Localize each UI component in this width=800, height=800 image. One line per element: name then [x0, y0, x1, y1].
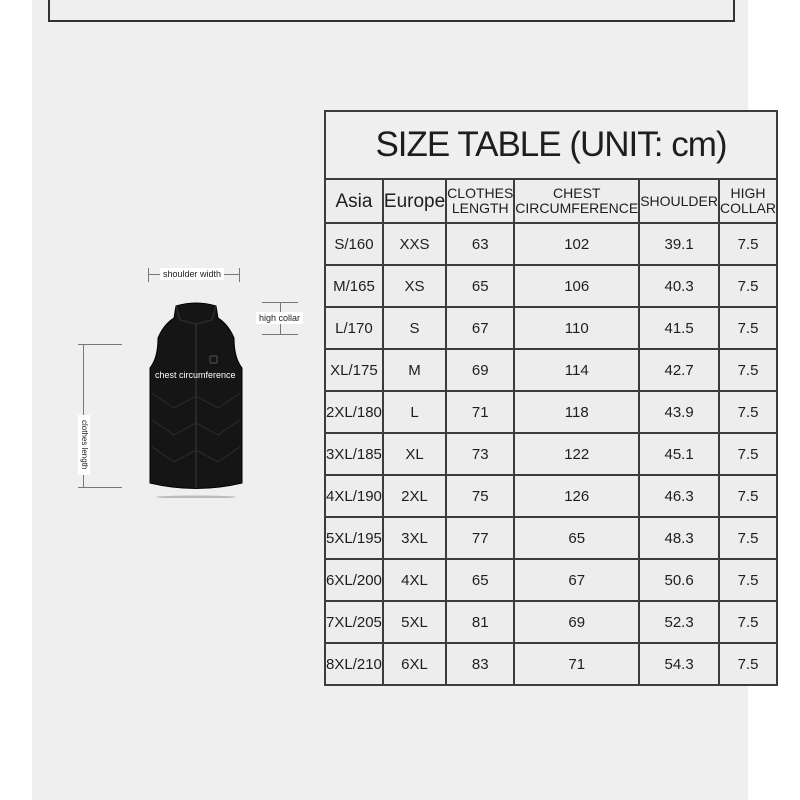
header-text: COLLAR	[719, 200, 777, 216]
table-row	[325, 349, 777, 391]
cell-shoulder: 39.1	[639, 223, 719, 265]
high-collar-label: high collar	[256, 312, 303, 324]
cell-high-collar: 7.5	[719, 349, 777, 391]
cell-europe: XL	[383, 433, 446, 475]
cell-asia: 8XL/210	[325, 643, 383, 685]
cell-europe: 3XL	[383, 517, 446, 559]
cell-high-collar: 7.5	[719, 391, 777, 433]
cell-europe: M	[383, 349, 446, 391]
cell-clothes-length: 77	[446, 517, 514, 559]
cell-clothes-length: 75	[446, 475, 514, 517]
vest-diagram	[70, 260, 310, 520]
cell-shoulder: 43.9	[639, 391, 719, 433]
cell-clothes-length: 81	[446, 601, 514, 643]
cell-asia: M/165	[325, 265, 383, 307]
cell-shoulder: 42.7	[639, 349, 719, 391]
cell-europe: 2XL	[383, 475, 446, 517]
vest-icon	[146, 298, 246, 498]
cell-europe: 5XL	[383, 601, 446, 643]
cell-asia: XL/175	[325, 349, 383, 391]
cell-asia: 4XL/190	[325, 475, 383, 517]
cell-asia: 3XL/185	[325, 433, 383, 475]
table-row	[325, 517, 777, 559]
cell-clothes-length: 73	[446, 433, 514, 475]
header-text: Asia	[335, 190, 373, 212]
header-text: CLOTHES	[447, 185, 514, 201]
table-body	[325, 223, 777, 685]
cell-chest-circumference: 67	[514, 559, 639, 601]
shoulder-width-tick-left	[148, 268, 149, 282]
header-europe	[383, 179, 446, 223]
cell-clothes-length: 83	[446, 643, 514, 685]
cell-chest-circumference: 65	[514, 517, 639, 559]
header-clothes-length	[446, 179, 514, 223]
header-text: LENGTH	[451, 200, 509, 216]
cell-clothes-length: 67	[446, 307, 514, 349]
shoulder-width-tick-right	[239, 268, 240, 282]
table-row	[325, 391, 777, 433]
table-row	[325, 601, 777, 643]
cell-asia: 2XL/180	[325, 391, 383, 433]
table-row	[325, 265, 777, 307]
cell-clothes-length: 65	[446, 265, 514, 307]
clothes-length-tick-bottom	[78, 487, 122, 488]
cell-europe: 4XL	[383, 559, 446, 601]
header-text: CHEST	[553, 185, 601, 201]
table-title: SIZE TABLE (UNIT: cm)	[325, 111, 777, 179]
cell-shoulder: 54.3	[639, 643, 719, 685]
cell-asia: 5XL/195	[325, 517, 383, 559]
table-row	[325, 643, 777, 685]
cell-high-collar: 7.5	[719, 265, 777, 307]
header-shoulder	[639, 179, 719, 223]
size-table	[324, 110, 778, 686]
cell-high-collar: 7.5	[719, 559, 777, 601]
cell-chest-circumference: 118	[514, 391, 639, 433]
header-text: HIGH	[730, 185, 766, 201]
cell-asia: L/170	[325, 307, 383, 349]
cell-chest-circumference: 110	[514, 307, 639, 349]
clothes-length-label: clothes length	[78, 415, 90, 475]
cell-chest-circumference: 106	[514, 265, 639, 307]
table-header-row	[325, 179, 777, 223]
header-high-collar	[719, 179, 777, 223]
cell-high-collar: 7.5	[719, 475, 777, 517]
cell-high-collar: 7.5	[719, 517, 777, 559]
cell-asia: S/160	[325, 223, 383, 265]
header-text: Europe	[383, 190, 446, 212]
cell-chest-circumference: 126	[514, 475, 639, 517]
cell-shoulder: 52.3	[639, 601, 719, 643]
cell-chest-circumference: 71	[514, 643, 639, 685]
header-text: CIRCUMFERENCE	[515, 200, 639, 216]
header-asia	[325, 179, 383, 223]
cell-high-collar: 7.5	[719, 223, 777, 265]
cell-clothes-length: 65	[446, 559, 514, 601]
cell-high-collar: 7.5	[719, 307, 777, 349]
cell-europe: S	[383, 307, 446, 349]
cell-shoulder: 41.5	[639, 307, 719, 349]
chest-circumference-label: chest circumference	[155, 370, 236, 380]
cell-shoulder: 48.3	[639, 517, 719, 559]
cell-europe: XS	[383, 265, 446, 307]
cell-high-collar: 7.5	[719, 601, 777, 643]
table-row	[325, 307, 777, 349]
cell-europe: 6XL	[383, 643, 446, 685]
cell-chest-circumference: 102	[514, 223, 639, 265]
cell-clothes-length: 71	[446, 391, 514, 433]
cell-shoulder: 40.3	[639, 265, 719, 307]
cell-shoulder: 50.6	[639, 559, 719, 601]
shoulder-width-label: shoulder width	[160, 268, 224, 280]
cell-chest-circumference: 122	[514, 433, 639, 475]
cell-clothes-length: 69	[446, 349, 514, 391]
table-row	[325, 433, 777, 475]
header-text: SHOULDER	[640, 192, 718, 209]
header-chest-circumference	[514, 179, 639, 223]
top-frame	[48, 0, 735, 22]
table-row	[325, 475, 777, 517]
cell-high-collar: 7.5	[719, 433, 777, 475]
cell-europe: L	[383, 391, 446, 433]
cell-asia: 6XL/200	[325, 559, 383, 601]
table-row	[325, 559, 777, 601]
cell-chest-circumference: 114	[514, 349, 639, 391]
clothes-length-tick-top	[78, 344, 122, 345]
table-row	[325, 223, 777, 265]
cell-shoulder: 46.3	[639, 475, 719, 517]
cell-high-collar: 7.5	[719, 643, 777, 685]
cell-clothes-length: 63	[446, 223, 514, 265]
cell-europe: XXS	[383, 223, 446, 265]
cell-chest-circumference: 69	[514, 601, 639, 643]
cell-shoulder: 45.1	[639, 433, 719, 475]
cell-asia: 7XL/205	[325, 601, 383, 643]
